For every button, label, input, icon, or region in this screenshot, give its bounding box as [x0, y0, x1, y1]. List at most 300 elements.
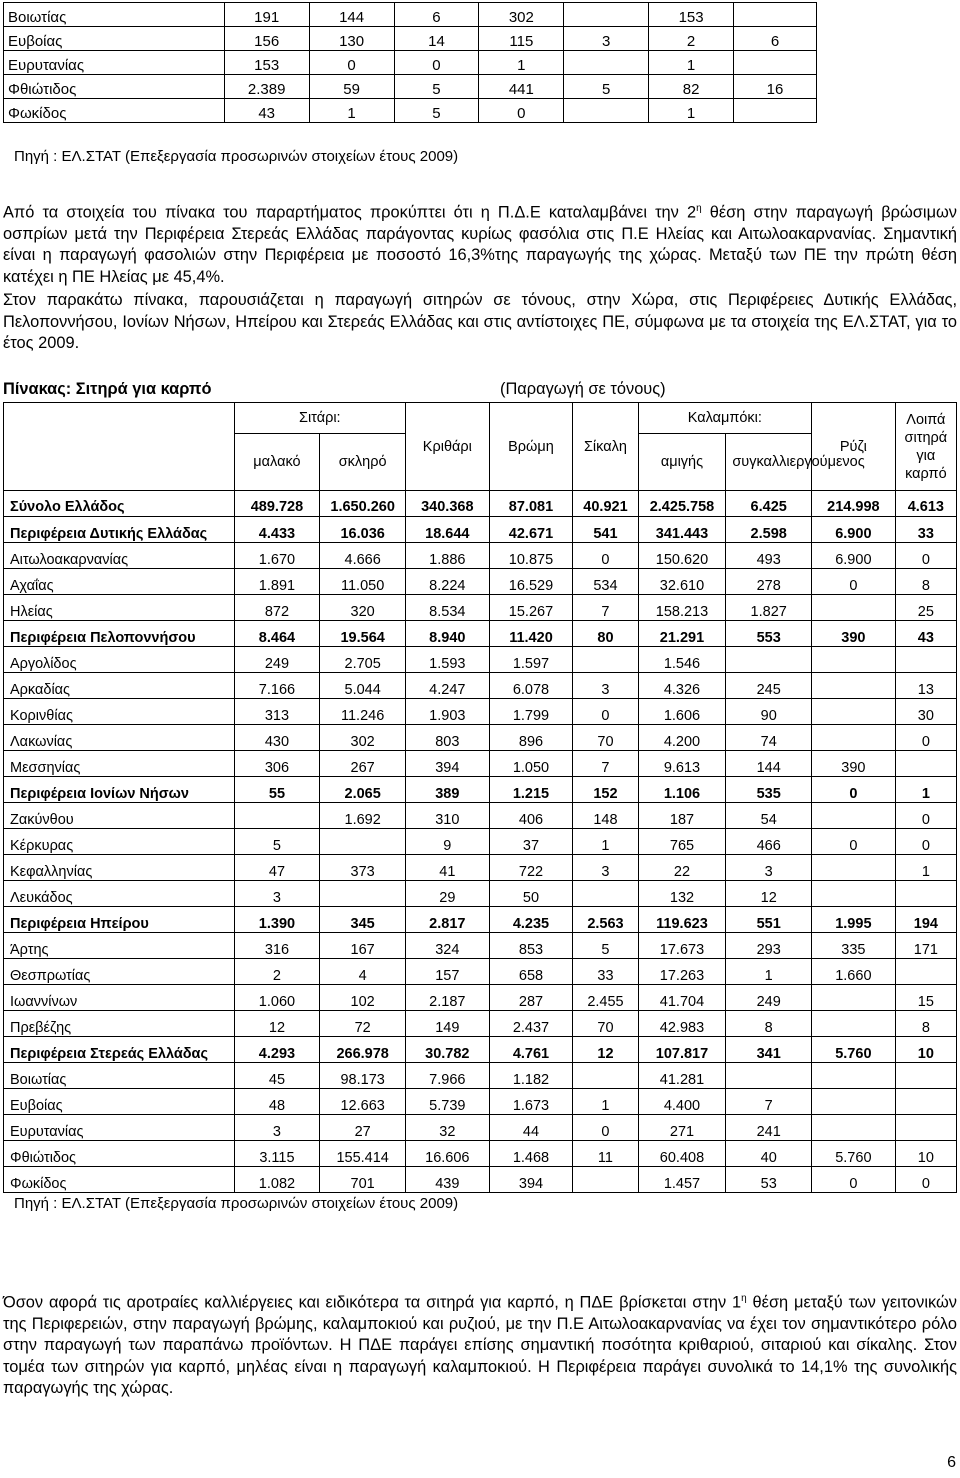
- table-cell: 2.455: [573, 985, 638, 1011]
- table-cell: 249: [726, 985, 812, 1011]
- header-vromh: Βρώμη: [489, 403, 573, 491]
- table-row: [4, 959, 957, 985]
- row-name: Κεφαλληνίας: [4, 855, 235, 881]
- table-cell: 98.173: [320, 1063, 406, 1089]
- table-cell: 872: [234, 595, 320, 621]
- table-cell: 324: [406, 933, 490, 959]
- table-cell: 489.728: [234, 491, 320, 517]
- table-cell: 5: [573, 933, 638, 959]
- table-cell: [573, 647, 638, 673]
- table-cell: 293: [726, 933, 812, 959]
- table-row: [4, 855, 957, 881]
- row-name: Φωκίδος: [4, 1167, 235, 1193]
- table-cell: [573, 881, 638, 907]
- top-table-cell: 153: [649, 3, 734, 27]
- table-cell: 33: [573, 959, 638, 985]
- table-cell: 194: [895, 907, 956, 933]
- table-cell: [812, 881, 896, 907]
- table-cell: 4.326: [638, 673, 726, 699]
- table-cell: 42.671: [489, 517, 573, 543]
- table-row: [4, 933, 957, 959]
- top-table-cell: 0: [479, 99, 564, 123]
- table-cell: 119.623: [638, 907, 726, 933]
- table-cell: 389: [406, 777, 490, 803]
- table-cell: 0: [573, 543, 638, 569]
- table-row: [4, 1037, 957, 1063]
- table-cell: [812, 1089, 896, 1115]
- top-table-cell: [734, 3, 817, 27]
- table-row: [4, 1089, 957, 1115]
- top-table-row-name: Φθιώτιδος: [4, 75, 225, 99]
- table-cell: 306: [234, 751, 320, 777]
- table-cell: 6.900: [812, 517, 896, 543]
- table-cell: 149: [406, 1011, 490, 1037]
- table-cell: [895, 751, 956, 777]
- top-table-cell: 1: [479, 51, 564, 75]
- table-row: [4, 543, 957, 569]
- table-cell: 8: [726, 1011, 812, 1037]
- table-cell: 4.761: [489, 1037, 573, 1063]
- table-cell: 0: [895, 829, 956, 855]
- table-cell: 43: [895, 621, 956, 647]
- top-table-row: [4, 27, 817, 51]
- table-cell: 1.597: [489, 647, 573, 673]
- table-cell: 8: [895, 1011, 956, 1037]
- table-cell: 8.940: [406, 621, 490, 647]
- table-cell: 60.408: [638, 1141, 726, 1167]
- table-cell: 1.060: [234, 985, 320, 1011]
- table-cell: 53: [726, 1167, 812, 1193]
- table-cell: 70: [573, 725, 638, 751]
- table-cell: 803: [406, 725, 490, 751]
- top-table-cell: [734, 51, 817, 75]
- table-cell: 341.443: [638, 517, 726, 543]
- top-table-cell: 1: [649, 99, 734, 123]
- row-name: Λευκάδος: [4, 881, 235, 907]
- table-row: [4, 1011, 957, 1037]
- table-cell: 1: [573, 1089, 638, 1115]
- top-table-cell: 82: [649, 75, 734, 99]
- table-cell: [895, 959, 956, 985]
- table-cell: 3: [234, 881, 320, 907]
- table-cell: 29: [406, 881, 490, 907]
- table-cell: 534: [573, 569, 638, 595]
- table-cell: 148: [573, 803, 638, 829]
- top-table-cell: 302: [479, 3, 564, 27]
- table-cell: 8.224: [406, 569, 490, 595]
- table-cell: 2.817: [406, 907, 490, 933]
- table-cell: 5: [234, 829, 320, 855]
- table-row: [4, 803, 957, 829]
- table-cell: 214.998: [812, 491, 896, 517]
- table-cell: 8.464: [234, 621, 320, 647]
- table-cell: 4.433: [234, 517, 320, 543]
- table-cell: 40.921: [573, 491, 638, 517]
- table-row: [4, 569, 957, 595]
- table-cell: 102: [320, 985, 406, 1011]
- table-row: [4, 907, 957, 933]
- header-syngalli: συγκαλλιεργούμενος: [726, 434, 812, 491]
- paragraph-1: [3, 198, 957, 288]
- table-cell: 144: [726, 751, 812, 777]
- top-table-cell: 16: [734, 75, 817, 99]
- row-name: Αργολίδος: [4, 647, 235, 673]
- table-cell: 553: [726, 621, 812, 647]
- table-cell: [812, 1011, 896, 1037]
- top-table-cell: [734, 99, 817, 123]
- table-cell: 12.663: [320, 1089, 406, 1115]
- table-cell: 7: [726, 1089, 812, 1115]
- table-cell: 373: [320, 855, 406, 881]
- table-row: [4, 777, 957, 803]
- table-cell: 2.437: [489, 1011, 573, 1037]
- row-name: Αιτωλοακαρνανίας: [4, 543, 235, 569]
- top-table-cell: 191: [224, 3, 309, 27]
- table-cell: 90: [726, 699, 812, 725]
- table-cell: 0: [895, 803, 956, 829]
- table-cell: 316: [234, 933, 320, 959]
- table-row: [4, 829, 957, 855]
- top-table-row: [4, 51, 817, 75]
- table-cell: 287: [489, 985, 573, 1011]
- table-cell: 853: [489, 933, 573, 959]
- table-cell: 11: [573, 1141, 638, 1167]
- table-cell: 45: [234, 1063, 320, 1089]
- top-table-cell: 43: [224, 99, 309, 123]
- paragraph-3-text-b: θέση μεταξύ των γειτονικών της Περιφερειών, στην παραγωγή βρώμης, καλαμποκιού και ρυζιού, με την Π.Ε Αιτωλοακαρνανίας να έχει τον σημαντικότερο ρόλο στην παραγωγή των παραπάνω προϊόντων. Η ΠΔΕ παράγει επίσης σημαντική ποσότητα κριθαριού, σιταριού και σίκαλης. Στον τομέα των σιτηρών για καρπό, μηλέας είναι η παραγωγή καλαμποκιού. Η Περιφέρεια παράγει συνολικά το 14,1% της συνολικής παραγωγής της χώρας.: [3, 1293, 957, 1398]
- table-cell: 394: [489, 1167, 573, 1193]
- table-cell: [812, 855, 896, 881]
- table-cell: 430: [234, 725, 320, 751]
- top-table-cell: 130: [309, 27, 394, 51]
- row-name: Σύνολο Ελλάδος: [4, 491, 235, 517]
- row-name: Περιφέρεια Στερεάς Ελλάδας: [4, 1037, 235, 1063]
- table-cell: 72: [320, 1011, 406, 1037]
- table-cell: 4.235: [489, 907, 573, 933]
- table-cell: 10: [895, 1141, 956, 1167]
- table-cell: [895, 1115, 956, 1141]
- table-cell: 11.246: [320, 699, 406, 725]
- row-name: Θεσπρωτίας: [4, 959, 235, 985]
- table-cell: 8: [895, 569, 956, 595]
- table-cell: 48: [234, 1089, 320, 1115]
- table-cell: 3: [573, 855, 638, 881]
- top-table-cell: [564, 3, 649, 27]
- table-cell: 1: [573, 829, 638, 855]
- table-cell: 765: [638, 829, 726, 855]
- table-cell: 3.115: [234, 1141, 320, 1167]
- table-cell: 313: [234, 699, 320, 725]
- table-title: Πίνακας: Σιτηρά για καρπό: [3, 380, 212, 398]
- main-table-source: Πηγή : ΕΛ.ΣΤΑΤ (Επεξεργασία προσωρινών στοιχείων έτους 2009): [14, 1195, 459, 1212]
- top-table-source: Πηγή : ΕΛ.ΣΤΑΤ (Επεξεργασία προσωρινών στοιχείων έτους 2009): [14, 148, 459, 165]
- row-name: Πρεβέζης: [4, 1011, 235, 1037]
- table-cell: 1: [726, 959, 812, 985]
- table-row: [4, 881, 957, 907]
- table-cell: 6.078: [489, 673, 573, 699]
- cereals-table: [3, 402, 957, 1193]
- table-cell: 25: [895, 595, 956, 621]
- top-table-cell: 6: [394, 3, 479, 27]
- row-name: Λακωνίας: [4, 725, 235, 751]
- table-row: [4, 673, 957, 699]
- table-cell: 171: [895, 933, 956, 959]
- table-cell: 267: [320, 751, 406, 777]
- top-table-row: [4, 3, 817, 27]
- table-cell: 1.457: [638, 1167, 726, 1193]
- table-cell: 1.886: [406, 543, 490, 569]
- table-cell: [895, 881, 956, 907]
- table-cell: 2.598: [726, 517, 812, 543]
- table-cell: 1.827: [726, 595, 812, 621]
- header-amigis: αμιγής: [638, 434, 726, 491]
- top-table-cell: 0: [309, 51, 394, 75]
- table-cell: 302: [320, 725, 406, 751]
- table-cell: [812, 647, 896, 673]
- table-cell: 42.983: [638, 1011, 726, 1037]
- top-table-row: [4, 99, 817, 123]
- table-cell: 1.468: [489, 1141, 573, 1167]
- header-sikalh: Σίκαλη: [573, 403, 638, 491]
- paragraph-1-text-b: θέση στην παραγωγή βρώσιμων οσπρίων μετά την Περιφέρεια Στερεάς Ελλάδας παράγοντας κυρίως φασόλια στις Π.Ε Ηλείας και Αιτωλοακαρνανίας. Σημαντική είναι η παραγωγή φασολιών στην Περιφέρεια με ποσοστό 16,3%της παραγωγής της χώρας. Μεταξύ των ΠΕ την πρώτη θέση κατέχει η ΠΕ Ηλείας με 45,4%.: [3, 203, 958, 286]
- table-cell: 4.666: [320, 543, 406, 569]
- table-cell: 47: [234, 855, 320, 881]
- row-name: Αχαΐας: [4, 569, 235, 595]
- table-cell: 1.995: [812, 907, 896, 933]
- table-cell: [320, 829, 406, 855]
- table-cell: [812, 803, 896, 829]
- table-cell: 3: [573, 673, 638, 699]
- table-cell: 5.044: [320, 673, 406, 699]
- table-cell: [895, 1063, 956, 1089]
- table-cell: 167: [320, 933, 406, 959]
- row-name: Φθιώτιδος: [4, 1141, 235, 1167]
- table-cell: 18.644: [406, 517, 490, 543]
- table-cell: 158.213: [638, 595, 726, 621]
- row-name: Βοιωτίας: [4, 1063, 235, 1089]
- table-cell: 5.760: [812, 1037, 896, 1063]
- table-cell: 55: [234, 777, 320, 803]
- table-cell: [234, 803, 320, 829]
- table-row: [4, 595, 957, 621]
- table-cell: 107.817: [638, 1037, 726, 1063]
- table-cell: 0: [812, 1167, 896, 1193]
- top-table-cell: 144: [309, 3, 394, 27]
- row-name: Ευβοίας: [4, 1089, 235, 1115]
- table-cell: 2: [234, 959, 320, 985]
- table-cell: 41: [406, 855, 490, 881]
- table-cell: 0: [895, 725, 956, 751]
- table-cell: 50: [489, 881, 573, 907]
- table-cell: 2.705: [320, 647, 406, 673]
- table-cell: 1.799: [489, 699, 573, 725]
- table-cell: [812, 699, 896, 725]
- table-row: [4, 621, 957, 647]
- row-name: Περιφέρεια Δυτικής Ελλάδας: [4, 517, 235, 543]
- top-table-row: [4, 75, 817, 99]
- table-cell: 278: [726, 569, 812, 595]
- header-kalampoki: Καλαμπόκι:: [638, 403, 811, 434]
- table-cell: [812, 595, 896, 621]
- table-cell: 74: [726, 725, 812, 751]
- table-cell: 1.903: [406, 699, 490, 725]
- table-cell: 406: [489, 803, 573, 829]
- table-cell: [895, 1089, 956, 1115]
- table-cell: [726, 1063, 812, 1089]
- table-cell: 2.563: [573, 907, 638, 933]
- table-cell: 439: [406, 1167, 490, 1193]
- table-cell: 157: [406, 959, 490, 985]
- table-cell: 17.263: [638, 959, 726, 985]
- row-name: Ηλείας: [4, 595, 235, 621]
- table-cell: 1.593: [406, 647, 490, 673]
- table-cell: [812, 1063, 896, 1089]
- row-name: Μεσσηνίας: [4, 751, 235, 777]
- table-cell: 1.673: [489, 1089, 573, 1115]
- table-cell: 3: [234, 1115, 320, 1141]
- table-cell: 11.420: [489, 621, 573, 647]
- table-cell: 5.760: [812, 1141, 896, 1167]
- table-cell: 41.281: [638, 1063, 726, 1089]
- top-table-cell: 6: [734, 27, 817, 51]
- table-caption: [3, 380, 823, 402]
- table-cell: 1.182: [489, 1063, 573, 1089]
- table-cell: 9: [406, 829, 490, 855]
- table-cell: 37: [489, 829, 573, 855]
- table-cell: 1.215: [489, 777, 573, 803]
- top-table: [3, 2, 817, 123]
- table-cell: 493: [726, 543, 812, 569]
- table-cell: 341: [726, 1037, 812, 1063]
- paragraph-2: Στον παρακάτω πίνακα, παρουσιάζεται η παραγωγή σιτηρών σε τόνους, στην Χώρα, στις Περιφέρειες Δυτικής Ελλάδας, Πελοποννήσου, Ιονίων Νήσων, Ηπείρου και Στερεάς Ελλάδας και στις αντίστοιχες ΠΕ, σύμφωνα με τα στοιχεία της ΕΛ.ΣΤΑΤ, για το έτος 2009.: [3, 291, 957, 352]
- table-cell: 13: [895, 673, 956, 699]
- table-cell: 4.200: [638, 725, 726, 751]
- page-number: 6: [947, 1454, 956, 1471]
- table-cell: 5.739: [406, 1089, 490, 1115]
- table-cell: 7: [573, 595, 638, 621]
- table-cell: 0: [812, 569, 896, 595]
- table-cell: 1.891: [234, 569, 320, 595]
- table-row: [4, 751, 957, 777]
- table-row: [4, 985, 957, 1011]
- table-cell: 87.081: [489, 491, 573, 517]
- table-cell: 4: [320, 959, 406, 985]
- table-cell: 310: [406, 803, 490, 829]
- table-cell: 0: [895, 543, 956, 569]
- table-cell: 7.166: [234, 673, 320, 699]
- table-cell: 3: [726, 855, 812, 881]
- table-cell: 8.534: [406, 595, 490, 621]
- table-cell: 7: [573, 751, 638, 777]
- row-name: Ζακύνθου: [4, 803, 235, 829]
- table-cell: 271: [638, 1115, 726, 1141]
- table-cell: [812, 1115, 896, 1141]
- table-cell: 1: [895, 777, 956, 803]
- table-cell: 12: [726, 881, 812, 907]
- table-unit: (Παραγωγή σε τόνους): [500, 380, 666, 398]
- table-cell: 6.425: [726, 491, 812, 517]
- row-name: Ευρυτανίας: [4, 1115, 235, 1141]
- table-cell: 4.293: [234, 1037, 320, 1063]
- row-name: Περιφέρεια Ηπείρου: [4, 907, 235, 933]
- table-cell: 32: [406, 1115, 490, 1141]
- table-cell: [812, 673, 896, 699]
- top-table-cell: 5: [394, 99, 479, 123]
- row-name: Περιφέρεια Ιονίων Νήσων: [4, 777, 235, 803]
- paragraph-3: [3, 1288, 957, 1400]
- table-cell: 390: [812, 751, 896, 777]
- top-table-cell: 441: [479, 75, 564, 99]
- table-cell: [812, 985, 896, 1011]
- table-cell: 16.529: [489, 569, 573, 595]
- table-cell: 10.875: [489, 543, 573, 569]
- table-cell: 0: [812, 777, 896, 803]
- top-table-row-name: Φωκίδος: [4, 99, 225, 123]
- paragraph-3-text-a: Όσον αφορά τις αροτραίες καλλιέργειες και ειδικότερα τα σιτηρά για καρπό, η ΠΔΕ βρίσκεται στην 1: [3, 1293, 742, 1312]
- table-cell: 40: [726, 1141, 812, 1167]
- table-cell: 16.606: [406, 1141, 490, 1167]
- top-table-cell: 14: [394, 27, 479, 51]
- header-ryzi: Ρύζι: [812, 403, 896, 491]
- top-table-cell: 156: [224, 27, 309, 51]
- table-cell: 21.291: [638, 621, 726, 647]
- table-cell: 11.050: [320, 569, 406, 595]
- table-cell: 466: [726, 829, 812, 855]
- table-cell: 30.782: [406, 1037, 490, 1063]
- table-row: [4, 725, 957, 751]
- table-cell: 187: [638, 803, 726, 829]
- table-cell: 41.704: [638, 985, 726, 1011]
- row-name: Περιφέρεια Πελοποννήσου: [4, 621, 235, 647]
- table-cell: 1.546: [638, 647, 726, 673]
- table-cell: 896: [489, 725, 573, 751]
- table-cell: 0: [573, 699, 638, 725]
- table-cell: 1.106: [638, 777, 726, 803]
- top-table-cell: 2.389: [224, 75, 309, 99]
- table-cell: 152: [573, 777, 638, 803]
- table-cell: 1: [895, 855, 956, 881]
- paragraph-1-sup: η: [696, 203, 702, 214]
- row-name: Κέρκυρας: [4, 829, 235, 855]
- table-cell: 390: [812, 621, 896, 647]
- table-cell: 17.673: [638, 933, 726, 959]
- table-cell: 33: [895, 517, 956, 543]
- table-cell: 44: [489, 1115, 573, 1141]
- top-table-cell: [564, 51, 649, 75]
- table-cell: 2.425.758: [638, 491, 726, 517]
- table-row: [4, 647, 957, 673]
- table-cell: 2.187: [406, 985, 490, 1011]
- table-cell: 27: [320, 1115, 406, 1141]
- table-cell: 1.660: [812, 959, 896, 985]
- table-cell: 266.978: [320, 1037, 406, 1063]
- paragraph-1-text-a: Από τα στοιχεία του πίνακα του παραρτήματος προκύπτει ότι η Π.Δ.Ε καταλαμβάνει την 2: [3, 203, 697, 222]
- table-cell: 1.390: [234, 907, 320, 933]
- table-cell: 54: [726, 803, 812, 829]
- table-cell: 1.650.260: [320, 491, 406, 517]
- table-cell: 245: [726, 673, 812, 699]
- table-cell: 320: [320, 595, 406, 621]
- table-cell: 340.368: [406, 491, 490, 517]
- table-cell: 658: [489, 959, 573, 985]
- top-table-cell: 3: [564, 27, 649, 51]
- table-row: [4, 1167, 957, 1193]
- header-sklhro: σκληρό: [320, 434, 406, 491]
- table-cell: 1.670: [234, 543, 320, 569]
- table-cell: 155.414: [320, 1141, 406, 1167]
- header-malako: μαλακό: [234, 434, 320, 491]
- paragraph-3-sup: η: [741, 1293, 747, 1304]
